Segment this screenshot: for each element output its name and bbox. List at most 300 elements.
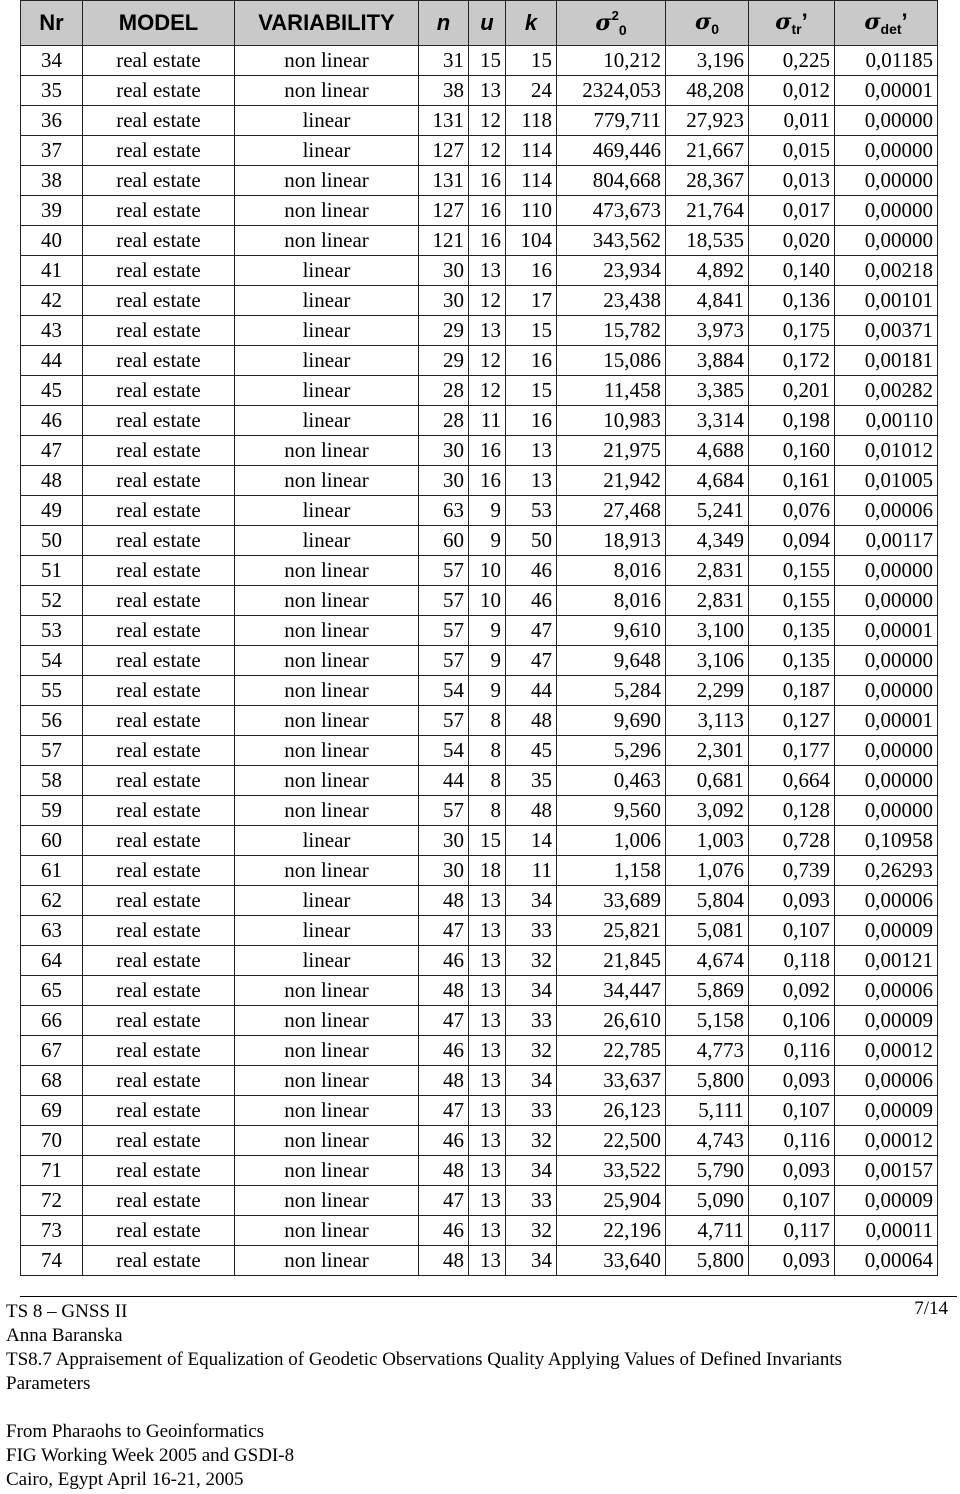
table-row bbox=[21, 1126, 938, 1156]
cell-variability: non linear bbox=[235, 1126, 419, 1156]
superscript-two: 2 bbox=[611, 8, 619, 23]
cell-model: real estate bbox=[83, 286, 235, 316]
cell-n: 54 bbox=[419, 736, 469, 766]
table-row bbox=[21, 946, 938, 976]
cell-sigma-tr: 0,225 bbox=[749, 46, 835, 76]
cell-u: 16 bbox=[469, 436, 506, 466]
table-row bbox=[21, 1216, 938, 1246]
cell-sigma-det: 0,00000 bbox=[835, 166, 938, 196]
cell-n: 31 bbox=[419, 46, 469, 76]
cell-sigma0-squared: 15,782 bbox=[557, 316, 666, 346]
table-row bbox=[21, 766, 938, 796]
cell-sigma-tr: 0,093 bbox=[749, 1246, 835, 1276]
cell-sigma-det: 0,00000 bbox=[835, 796, 938, 826]
table-row bbox=[21, 286, 938, 316]
cell-k: 32 bbox=[506, 1036, 557, 1066]
cell-sigma-tr: 0,177 bbox=[749, 736, 835, 766]
cell-sigma0-squared: 9,610 bbox=[557, 616, 666, 646]
cell-sigma0: 4,684 bbox=[666, 466, 749, 496]
cell-n: 47 bbox=[419, 1096, 469, 1126]
cell-nr: 58 bbox=[21, 766, 83, 796]
cell-sigma0: 5,111 bbox=[666, 1096, 749, 1126]
cell-sigma0: 48,208 bbox=[666, 76, 749, 106]
table-row bbox=[21, 586, 938, 616]
cell-model: real estate bbox=[83, 1066, 235, 1096]
header-nr: Nr bbox=[21, 1, 83, 46]
cell-variability: linear bbox=[235, 826, 419, 856]
cell-n: 30 bbox=[419, 826, 469, 856]
cell-sigma0-squared: 27,468 bbox=[557, 496, 666, 526]
cell-sigma-tr: 0,017 bbox=[749, 196, 835, 226]
cell-variability: non linear bbox=[235, 676, 419, 706]
cell-k: 33 bbox=[506, 1006, 557, 1036]
cell-nr: 71 bbox=[21, 1156, 83, 1186]
cell-sigma-tr: 0,172 bbox=[749, 346, 835, 376]
cell-sigma0-squared: 33,637 bbox=[557, 1066, 666, 1096]
table-row bbox=[21, 466, 938, 496]
cell-nr: 53 bbox=[21, 616, 83, 646]
cell-sigma-det: 0,26293 bbox=[835, 856, 938, 886]
cell-sigma0-squared: 779,711 bbox=[557, 106, 666, 136]
cell-sigma0-squared: 33,689 bbox=[557, 886, 666, 916]
cell-nr: 36 bbox=[21, 106, 83, 136]
cell-nr: 57 bbox=[21, 736, 83, 766]
cell-sigma-det: 0,00006 bbox=[835, 496, 938, 526]
cell-model: real estate bbox=[83, 1096, 235, 1126]
prime-mark: ’ bbox=[901, 9, 908, 34]
cell-variability: non linear bbox=[235, 616, 419, 646]
cell-u: 16 bbox=[469, 196, 506, 226]
cell-sigma0: 27,923 bbox=[666, 106, 749, 136]
header-sigma-tr bbox=[749, 1, 835, 46]
cell-variability: non linear bbox=[235, 1156, 419, 1186]
cell-u: 13 bbox=[469, 316, 506, 346]
cell-sigma0: 5,158 bbox=[666, 1006, 749, 1036]
cell-sigma-det: 0,00121 bbox=[835, 946, 938, 976]
cell-nr: 48 bbox=[21, 466, 83, 496]
cell-variability: linear bbox=[235, 376, 419, 406]
footer-divider bbox=[20, 1296, 957, 1297]
cell-sigma0-squared: 8,016 bbox=[557, 586, 666, 616]
cell-sigma0-squared: 5,284 bbox=[557, 676, 666, 706]
cell-sigma0-squared: 804,668 bbox=[557, 166, 666, 196]
cell-n: 127 bbox=[419, 196, 469, 226]
cell-u: 10 bbox=[469, 586, 506, 616]
cell-k: 35 bbox=[506, 766, 557, 796]
cell-model: real estate bbox=[83, 586, 235, 616]
cell-model: real estate bbox=[83, 916, 235, 946]
cell-sigma0: 5,241 bbox=[666, 496, 749, 526]
cell-sigma0: 18,535 bbox=[666, 226, 749, 256]
header-n: n bbox=[419, 1, 469, 46]
cell-n: 30 bbox=[419, 256, 469, 286]
cell-sigma0: 5,869 bbox=[666, 976, 749, 1006]
cell-sigma0: 4,743 bbox=[666, 1126, 749, 1156]
footer-author: Anna Baranska bbox=[6, 1325, 123, 1346]
cell-u: 12 bbox=[469, 346, 506, 376]
cell-n: 63 bbox=[419, 496, 469, 526]
cell-model: real estate bbox=[83, 1186, 235, 1216]
cell-sigma0-squared: 22,785 bbox=[557, 1036, 666, 1066]
cell-u: 13 bbox=[469, 256, 506, 286]
cell-u: 13 bbox=[469, 886, 506, 916]
cell-k: 15 bbox=[506, 46, 557, 76]
cell-sigma0-squared: 21,942 bbox=[557, 466, 666, 496]
cell-model: real estate bbox=[83, 736, 235, 766]
cell-variability: non linear bbox=[235, 646, 419, 676]
cell-k: 48 bbox=[506, 796, 557, 826]
cell-sigma0: 3,385 bbox=[666, 376, 749, 406]
cell-sigma-tr: 0,728 bbox=[749, 826, 835, 856]
cell-k: 53 bbox=[506, 496, 557, 526]
cell-n: 29 bbox=[419, 346, 469, 376]
table-row bbox=[21, 676, 938, 706]
table-row bbox=[21, 406, 938, 436]
cell-variability: non linear bbox=[235, 586, 419, 616]
cell-n: 48 bbox=[419, 886, 469, 916]
cell-nr: 64 bbox=[21, 946, 83, 976]
cell-sigma0: 4,674 bbox=[666, 946, 749, 976]
cell-k: 16 bbox=[506, 346, 557, 376]
cell-sigma-det: 0,00006 bbox=[835, 976, 938, 1006]
table-row bbox=[21, 796, 938, 826]
cell-model: real estate bbox=[83, 46, 235, 76]
cell-sigma0-squared: 10,983 bbox=[557, 406, 666, 436]
cell-sigma-tr: 0,135 bbox=[749, 646, 835, 676]
cell-sigma0: 4,688 bbox=[666, 436, 749, 466]
cell-u: 18 bbox=[469, 856, 506, 886]
cell-sigma-tr: 0,155 bbox=[749, 556, 835, 586]
cell-sigma0-squared: 0,463 bbox=[557, 766, 666, 796]
footer bbox=[6, 1300, 950, 1492]
cell-sigma0-squared: 26,610 bbox=[557, 1006, 666, 1036]
cell-k: 34 bbox=[506, 886, 557, 916]
cell-sigma-tr: 0,127 bbox=[749, 706, 835, 736]
cell-sigma-tr: 0,187 bbox=[749, 676, 835, 706]
cell-k: 34 bbox=[506, 1156, 557, 1186]
cell-sigma-det: 0,00000 bbox=[835, 196, 938, 226]
cell-sigma0-squared: 11,458 bbox=[557, 376, 666, 406]
cell-sigma0-squared: 18,913 bbox=[557, 526, 666, 556]
cell-n: 46 bbox=[419, 946, 469, 976]
cell-model: real estate bbox=[83, 616, 235, 646]
cell-variability: non linear bbox=[235, 1006, 419, 1036]
cell-sigma0: 3,314 bbox=[666, 406, 749, 436]
cell-sigma0: 3,884 bbox=[666, 346, 749, 376]
cell-nr: 39 bbox=[21, 196, 83, 226]
cell-nr: 56 bbox=[21, 706, 83, 736]
table-row bbox=[21, 1066, 938, 1096]
cell-u: 9 bbox=[469, 646, 506, 676]
cell-variability: linear bbox=[235, 346, 419, 376]
table-row bbox=[21, 136, 938, 166]
cell-sigma-tr: 0,198 bbox=[749, 406, 835, 436]
cell-k: 34 bbox=[506, 1066, 557, 1096]
cell-sigma0-squared: 8,016 bbox=[557, 556, 666, 586]
cell-variability: non linear bbox=[235, 1186, 419, 1216]
table-row bbox=[21, 106, 938, 136]
cell-sigma0-squared: 23,438 bbox=[557, 286, 666, 316]
cell-u: 13 bbox=[469, 1246, 506, 1276]
cell-k: 46 bbox=[506, 586, 557, 616]
cell-sigma-tr: 0,107 bbox=[749, 1186, 835, 1216]
cell-n: 28 bbox=[419, 376, 469, 406]
cell-n: 30 bbox=[419, 436, 469, 466]
cell-k: 48 bbox=[506, 706, 557, 736]
cell-nr: 73 bbox=[21, 1216, 83, 1246]
cell-sigma-det: 0,00001 bbox=[835, 76, 938, 106]
cell-variability: non linear bbox=[235, 1036, 419, 1066]
cell-nr: 59 bbox=[21, 796, 83, 826]
cell-sigma0-squared: 469,446 bbox=[557, 136, 666, 166]
cell-n: 131 bbox=[419, 106, 469, 136]
footer-event-week: FIG Working Week 2005 and GSDI-8 bbox=[6, 1445, 295, 1466]
footer-session: TS 8 – GNSS II bbox=[6, 1301, 128, 1322]
cell-n: 48 bbox=[419, 1156, 469, 1186]
cell-k: 46 bbox=[506, 556, 557, 586]
cell-sigma0: 5,800 bbox=[666, 1246, 749, 1276]
cell-nr: 67 bbox=[21, 1036, 83, 1066]
cell-u: 13 bbox=[469, 76, 506, 106]
cell-nr: 40 bbox=[21, 226, 83, 256]
table-row bbox=[21, 496, 938, 526]
cell-u: 13 bbox=[469, 946, 506, 976]
cell-u: 13 bbox=[469, 1156, 506, 1186]
cell-n: 47 bbox=[419, 1006, 469, 1036]
cell-variability: non linear bbox=[235, 46, 419, 76]
cell-n: 131 bbox=[419, 166, 469, 196]
cell-k: 33 bbox=[506, 1096, 557, 1126]
table-row bbox=[21, 1186, 938, 1216]
cell-sigma-tr: 0,201 bbox=[749, 376, 835, 406]
cell-nr: 37 bbox=[21, 136, 83, 166]
cell-sigma-det: 0,01012 bbox=[835, 436, 938, 466]
cell-model: real estate bbox=[83, 706, 235, 736]
cell-n: 57 bbox=[419, 556, 469, 586]
cell-nr: 47 bbox=[21, 436, 83, 466]
cell-k: 33 bbox=[506, 916, 557, 946]
table-row bbox=[21, 1096, 938, 1126]
cell-model: real estate bbox=[83, 466, 235, 496]
cell-sigma0: 5,090 bbox=[666, 1186, 749, 1216]
cell-nr: 34 bbox=[21, 46, 83, 76]
cell-k: 13 bbox=[506, 466, 557, 496]
cell-u: 13 bbox=[469, 1006, 506, 1036]
cell-n: 57 bbox=[419, 796, 469, 826]
cell-model: real estate bbox=[83, 1246, 235, 1276]
cell-sigma-tr: 0,118 bbox=[749, 946, 835, 976]
cell-k: 47 bbox=[506, 616, 557, 646]
subscript-det: det bbox=[880, 21, 902, 37]
cell-variability: linear bbox=[235, 106, 419, 136]
cell-model: real estate bbox=[83, 526, 235, 556]
cell-model: real estate bbox=[83, 1216, 235, 1246]
cell-n: 47 bbox=[419, 916, 469, 946]
cell-sigma0-squared: 473,673 bbox=[557, 196, 666, 226]
cell-model: real estate bbox=[83, 226, 235, 256]
cell-model: real estate bbox=[83, 826, 235, 856]
cell-nr: 72 bbox=[21, 1186, 83, 1216]
cell-n: 29 bbox=[419, 316, 469, 346]
cell-sigma0-squared: 23,934 bbox=[557, 256, 666, 286]
cell-nr: 35 bbox=[21, 76, 83, 106]
cell-sigma-tr: 0,093 bbox=[749, 1066, 835, 1096]
cell-n: 46 bbox=[419, 1036, 469, 1066]
footer-event-name: From Pharaohs to Geoinformatics bbox=[6, 1421, 265, 1442]
cell-sigma-det: 0,00157 bbox=[835, 1156, 938, 1186]
cell-sigma0: 2,299 bbox=[666, 676, 749, 706]
cell-sigma0-squared: 343,562 bbox=[557, 226, 666, 256]
cell-n: 57 bbox=[419, 646, 469, 676]
cell-sigma-det: 0,00012 bbox=[835, 1036, 938, 1066]
cell-u: 12 bbox=[469, 286, 506, 316]
cell-sigma-det: 0,00110 bbox=[835, 406, 938, 436]
sigma-symbol: σ bbox=[864, 9, 881, 35]
cell-u: 16 bbox=[469, 226, 506, 256]
cell-sigma0: 2,301 bbox=[666, 736, 749, 766]
header-sigma-det bbox=[835, 1, 938, 46]
cell-sigma0: 3,106 bbox=[666, 646, 749, 676]
cell-variability: non linear bbox=[235, 76, 419, 106]
cell-nr: 41 bbox=[21, 256, 83, 286]
cell-u: 12 bbox=[469, 106, 506, 136]
table-row bbox=[21, 46, 938, 76]
cell-nr: 49 bbox=[21, 496, 83, 526]
cell-n: 57 bbox=[419, 586, 469, 616]
cell-u: 9 bbox=[469, 526, 506, 556]
cell-n: 47 bbox=[419, 1186, 469, 1216]
cell-model: real estate bbox=[83, 646, 235, 676]
table-row bbox=[21, 376, 938, 406]
cell-sigma0: 4,711 bbox=[666, 1216, 749, 1246]
data-table bbox=[20, 0, 938, 1276]
table-header bbox=[21, 1, 938, 46]
cell-sigma-tr: 0,161 bbox=[749, 466, 835, 496]
cell-sigma-tr: 0,015 bbox=[749, 136, 835, 166]
footer-spacer bbox=[6, 1396, 950, 1420]
cell-sigma0: 21,667 bbox=[666, 136, 749, 166]
cell-k: 34 bbox=[506, 1246, 557, 1276]
cell-k: 32 bbox=[506, 1126, 557, 1156]
cell-sigma-det: 0,00001 bbox=[835, 616, 938, 646]
cell-sigma0: 1,003 bbox=[666, 826, 749, 856]
cell-variability: non linear bbox=[235, 1096, 419, 1126]
cell-sigma0: 4,841 bbox=[666, 286, 749, 316]
cell-sigma-det: 0,01185 bbox=[835, 46, 938, 76]
cell-n: 38 bbox=[419, 76, 469, 106]
cell-sigma0: 3,092 bbox=[666, 796, 749, 826]
cell-sigma0-squared: 26,123 bbox=[557, 1096, 666, 1126]
cell-sigma-det: 0,00371 bbox=[835, 316, 938, 346]
cell-sigma-det: 0,00101 bbox=[835, 286, 938, 316]
cell-variability: linear bbox=[235, 256, 419, 286]
cell-k: 50 bbox=[506, 526, 557, 556]
cell-sigma0-squared: 21,845 bbox=[557, 946, 666, 976]
cell-sigma-tr: 0,092 bbox=[749, 976, 835, 1006]
table-row bbox=[21, 76, 938, 106]
table-row bbox=[21, 316, 938, 346]
cell-model: real estate bbox=[83, 856, 235, 886]
cell-sigma-tr: 0,107 bbox=[749, 1096, 835, 1126]
cell-nr: 74 bbox=[21, 1246, 83, 1276]
cell-n: 127 bbox=[419, 136, 469, 166]
cell-sigma-det: 0,00000 bbox=[835, 136, 938, 166]
table-row bbox=[21, 916, 938, 946]
cell-sigma-det: 0,00000 bbox=[835, 736, 938, 766]
cell-nr: 50 bbox=[21, 526, 83, 556]
cell-sigma-det: 0,00009 bbox=[835, 1096, 938, 1126]
cell-variability: linear bbox=[235, 136, 419, 166]
cell-nr: 43 bbox=[21, 316, 83, 346]
table-row bbox=[21, 166, 938, 196]
sigma-symbol: σ bbox=[775, 9, 792, 35]
cell-sigma-tr: 0,128 bbox=[749, 796, 835, 826]
cell-n: 57 bbox=[419, 706, 469, 736]
cell-n: 30 bbox=[419, 466, 469, 496]
cell-u: 8 bbox=[469, 706, 506, 736]
cell-sigma-det: 0,00218 bbox=[835, 256, 938, 286]
cell-sigma0-squared: 34,447 bbox=[557, 976, 666, 1006]
cell-variability: linear bbox=[235, 286, 419, 316]
cell-u: 16 bbox=[469, 166, 506, 196]
cell-sigma0: 3,196 bbox=[666, 46, 749, 76]
cell-model: real estate bbox=[83, 1036, 235, 1066]
cell-model: real estate bbox=[83, 496, 235, 526]
cell-sigma0-squared: 9,648 bbox=[557, 646, 666, 676]
cell-variability: non linear bbox=[235, 976, 419, 1006]
cell-sigma0-squared: 15,086 bbox=[557, 346, 666, 376]
cell-model: real estate bbox=[83, 106, 235, 136]
cell-u: 8 bbox=[469, 796, 506, 826]
cell-sigma-det: 0,01005 bbox=[835, 466, 938, 496]
cell-sigma-tr: 0,135 bbox=[749, 616, 835, 646]
cell-variability: non linear bbox=[235, 196, 419, 226]
cell-sigma0: 5,081 bbox=[666, 916, 749, 946]
table-row bbox=[21, 256, 938, 286]
cell-sigma0-squared: 2324,053 bbox=[557, 76, 666, 106]
cell-nr: 46 bbox=[21, 406, 83, 436]
cell-model: real estate bbox=[83, 1156, 235, 1186]
cell-sigma-det: 0,00000 bbox=[835, 226, 938, 256]
cell-k: 118 bbox=[506, 106, 557, 136]
cell-sigma-det: 0,00117 bbox=[835, 526, 938, 556]
cell-variability: non linear bbox=[235, 766, 419, 796]
cell-nr: 65 bbox=[21, 976, 83, 1006]
cell-model: real estate bbox=[83, 1006, 235, 1036]
table-row bbox=[21, 556, 938, 586]
cell-variability: linear bbox=[235, 406, 419, 436]
cell-sigma0-squared: 33,522 bbox=[557, 1156, 666, 1186]
cell-variability: non linear bbox=[235, 1066, 419, 1096]
cell-n: 30 bbox=[419, 286, 469, 316]
table-row bbox=[21, 436, 938, 466]
cell-model: real estate bbox=[83, 346, 235, 376]
cell-model: real estate bbox=[83, 766, 235, 796]
cell-sigma0: 4,773 bbox=[666, 1036, 749, 1066]
cell-n: 121 bbox=[419, 226, 469, 256]
cell-variability: linear bbox=[235, 946, 419, 976]
cell-sigma-det: 0,00006 bbox=[835, 1066, 938, 1096]
cell-variability: non linear bbox=[235, 166, 419, 196]
page-number: 7/14 bbox=[914, 1298, 948, 1319]
cell-sigma0: 5,804 bbox=[666, 886, 749, 916]
cell-model: real estate bbox=[83, 946, 235, 976]
table-body bbox=[21, 46, 938, 1276]
cell-k: 16 bbox=[506, 406, 557, 436]
table-row bbox=[21, 1006, 938, 1036]
cell-nr: 70 bbox=[21, 1126, 83, 1156]
cell-variability: linear bbox=[235, 316, 419, 346]
